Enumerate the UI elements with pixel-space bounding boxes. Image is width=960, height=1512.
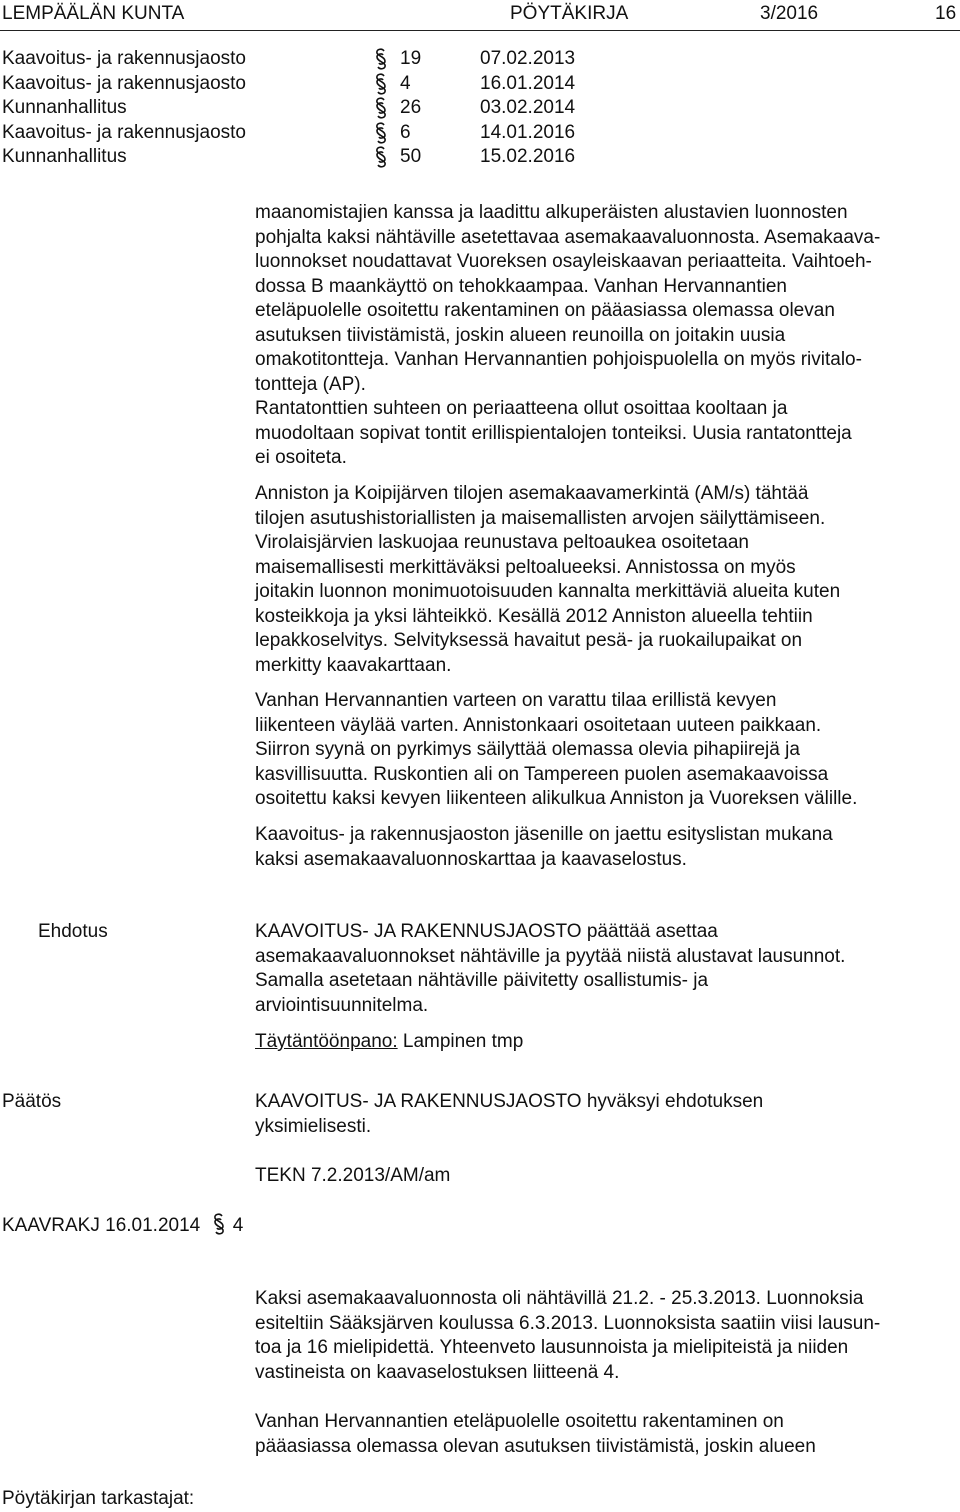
text-line: joitakin luonnon monimuotoisuuden kannalta merkittäviä alueita kuten xyxy=(255,581,841,602)
section-sign-icon xyxy=(210,1212,228,1236)
text-line: toa ja 16 mielipidettä. Yhteenveto lausunnoista ja mielipiteistä ja niiden xyxy=(255,1337,849,1358)
text-line: Siirron syynä on pyrkimys säilyttää olemassa olevia pihapiirejä ja xyxy=(255,739,800,760)
history-section: 4 xyxy=(400,72,411,94)
text-line: vastineista on kaavaselostuksen liitteenä 4. xyxy=(255,1361,620,1383)
text-line: esiteltiin Sääksjärven koulussa 6.3.2013. Luonnoksista saatiin viisi lausun- xyxy=(255,1312,881,1334)
continuation-paragraph xyxy=(255,1410,955,1459)
text-line: pohjalta kaksi nähtäville asetettavaa asemakaavaluonnosta. Asemakaava- xyxy=(255,226,881,248)
text-line: kosteikkoja ja yksi lähteikkö. Kesällä 2012 Anniston alueella tehtiin xyxy=(255,605,813,627)
history-body: Kunnanhallitus xyxy=(2,97,127,118)
decision-text xyxy=(255,1090,955,1139)
text-line: asemakaavaluonnokset nähtäville ja pyytää niistä alustavat lausunnot. xyxy=(255,945,846,967)
text-line: KAAVOITUS- JA RAKENNUSJAOSTO hyväksyi ehdotuksen xyxy=(255,1091,764,1112)
section-sign-icon xyxy=(372,47,390,71)
history-date: 15.02.2016 xyxy=(480,146,576,167)
text-line: Kaavoitus- ja rakennusjaoston jäsenille on jaettu esityslistan mukana xyxy=(255,824,833,845)
history-date: 14.01.2016 xyxy=(480,121,576,143)
proposal-label: Ehdotus xyxy=(38,921,108,942)
history-row xyxy=(2,47,642,72)
history-section: 19 xyxy=(400,48,422,69)
document-number: 3/2016 xyxy=(760,3,819,24)
text-line: muodoltaan sopivat tontit erillispientalojen tonteiksi. Uusia rantatontteja xyxy=(255,422,852,444)
text-line: yksimielisesti. xyxy=(255,1115,372,1137)
history-date: 16.01.2014 xyxy=(480,72,576,94)
section-reference-text: KAAVRAKJ 16.01.2014 xyxy=(2,1215,201,1236)
history-row xyxy=(2,72,642,97)
text-line: tontteja (AP). xyxy=(255,373,366,395)
history-body: Kaavoitus- ja rakennusjaosto xyxy=(2,121,246,143)
history-section: 26 xyxy=(400,97,422,118)
text-line: tilojen asutushistoriallisten ja maisemallisten arvojen säilyttämiseen. xyxy=(255,507,826,529)
text-line: merkitty kaavakarttaan. xyxy=(255,654,452,676)
text-line: KAAVOITUS- JA RAKENNUSJAOSTO päättää asettaa xyxy=(255,921,718,942)
text-line: Samalla asetetaan nähtäville päivitetty osallistumis- ja xyxy=(255,970,709,991)
decision-label: Päätös xyxy=(2,1091,62,1112)
history-date: 03.02.2014 xyxy=(480,97,576,118)
traffic-paragraph xyxy=(255,689,955,812)
anniston-paragraph xyxy=(255,482,955,678)
text-line: Rantatonttien suhteen on periaatteena ollut osoittaa kooltaan ja xyxy=(255,398,788,419)
section-sign-icon xyxy=(372,96,390,120)
text-line: asutuksen tiivistämistä, joskin alueen reunoilla on joitakin uusia xyxy=(255,324,786,346)
text-line: maanomistajien kanssa ja laadittu alkuperäisten alustavien luonnosten xyxy=(255,202,848,223)
decision-reference xyxy=(255,1164,955,1189)
history-row xyxy=(2,145,642,170)
history-date: 07.02.2013 xyxy=(480,48,576,69)
text-line: kaksi asemakaavaluonnoskarttaa ja kaavaselostus. xyxy=(255,848,687,870)
section-sign-icon xyxy=(372,145,390,169)
text-line: Vanhan Hervannantien varteen on varattu tilaa erillistä kevyen xyxy=(255,690,777,711)
text-line: arviointisuunnitelma. xyxy=(255,994,429,1016)
text-line: kasvillisuutta. Ruskontien ali on Tampereen puolen asemakaavoissa xyxy=(255,763,829,785)
distribution-paragraph xyxy=(255,823,955,872)
section-reference xyxy=(2,1212,243,1239)
page-number: 16 xyxy=(935,3,957,24)
history-body: Kunnanhallitus xyxy=(2,146,127,167)
execution-label: Täytäntöönpano: xyxy=(255,1031,398,1052)
inspectors-label: Pöytäkirjan tarkastajat: xyxy=(2,1488,195,1509)
text-line: osoitettu kaksi kevyen liikenteen alikulkua Anniston ja Vuoreksen välille. xyxy=(255,788,858,809)
section-sign-icon xyxy=(372,121,390,145)
history-section: 6 xyxy=(400,121,411,143)
text-line: Anniston ja Koipijärven tilojen asemakaavamerkintä (AM/s) tähtää xyxy=(255,483,809,504)
text-line: Virolaisjärvien laskuojaa reunustava peltoaukea osoitetaan xyxy=(255,532,749,553)
reference-line: TEKN 7.2.2013/AM/am xyxy=(255,1165,451,1186)
text-line: pääasiassa olemassa olevan asutuksen tiivistämistä, joskin alueen xyxy=(255,1435,816,1457)
header-rule xyxy=(0,30,960,31)
section-reference-number: 4 xyxy=(232,1215,244,1236)
text-line: luonnokset noudattavat Vuoreksen osayleiskaavan periaatteita. Vaihtoeh- xyxy=(255,251,872,272)
text-line: dossa B maankäyttö on tehokkaampaa. Vanhan Hervannantien xyxy=(255,275,787,297)
text-line: omakotitontteja. Vanhan Hervannantien pohjoispuolella on myös rivitalo- xyxy=(255,349,862,370)
text-line: ei osoiteta. xyxy=(255,447,347,468)
text-line: eteläpuolelle osoitettu rakentaminen on pääasiassa olemassa olevan xyxy=(255,300,835,321)
history-body: Kaavoitus- ja rakennusjaosto xyxy=(2,72,246,94)
consultation-paragraph xyxy=(255,1287,955,1385)
execution-value: Lampinen tmp xyxy=(397,1031,524,1052)
history-row xyxy=(2,96,642,121)
section-sign-icon xyxy=(372,72,390,96)
text-line: lepakkoselvitys. Selvityksessä havaitut pesä- ja ruokailupaikat on xyxy=(255,630,803,651)
text-line: liikenteen väylää varten. Annistonkaari osoitetaan uuteen paikkaan. xyxy=(255,714,822,736)
document-type: PÖYTÄKIRJA xyxy=(510,3,629,24)
history-body: Kaavoitus- ja rakennusjaosto xyxy=(2,48,246,69)
text-line: Kaksi asemakaavaluonnosta oli nähtävillä 21.2. - 25.3.2013. Luonnoksia xyxy=(255,1288,864,1309)
history-section: 50 xyxy=(400,146,422,167)
organization-name: LEMPÄÄLÄN KUNTA xyxy=(2,3,185,24)
text-line: maisemallisesti merkittäväksi peltoalueeksi. Annistossa on myös xyxy=(255,556,796,578)
execution-line xyxy=(255,1030,955,1055)
history-row xyxy=(2,121,642,146)
proposal-text xyxy=(255,920,955,1018)
text-line: Vanhan Hervannantien eteläpuolelle osoitettu rakentaminen on xyxy=(255,1411,784,1432)
intro-paragraph xyxy=(255,201,955,471)
